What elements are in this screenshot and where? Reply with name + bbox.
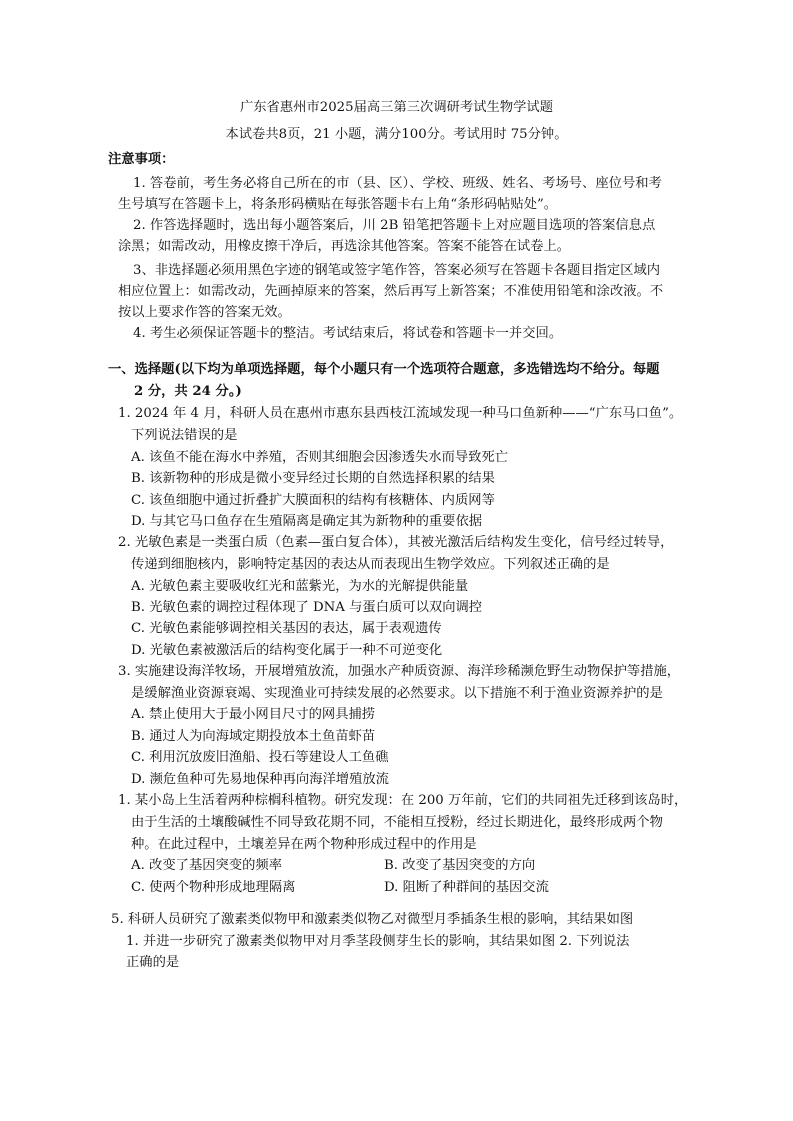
section-heading: 一、选择题(以下均为单项选择题，每个小题只有一个选项符合题意，多选错选均不给分。每题: [108, 362, 660, 377]
question-3-option-b: B. 通过人为向海域定期投放本土鱼苗虾苗: [131, 729, 376, 744]
question-1-option-c: C. 该鱼细胞中通过折叠扩大膜面积的结构有核糖体、内质网等: [131, 493, 495, 508]
question-4-option-c: C. 使两个物种形成地理隔离: [131, 880, 296, 895]
notice-heading: 注意事项：: [108, 152, 175, 167]
notice-line: 1. 答卷前，考生务必将自己所在的市（县、区）、学校、班级、姓名、考场号、座位号和考: [133, 176, 662, 191]
question-5-stem: 正确的是: [126, 955, 180, 970]
question-3-option-d: D. 濒危鱼种可先易地保种再向海洋增殖放流: [131, 772, 389, 787]
question-1-stem: 1. 2024 年 4 月，科研人员在惠州市惠东县西枝江流域发现一种马口鱼新种——“广东马口鱼”。: [118, 406, 683, 421]
page-title: 广东省惠州市2025届高三第三次调研考试生物学试题: [239, 100, 554, 115]
question-3-stem: 是缓解渔业资源衰竭、实现渔业可持续发展的必然要求。以下措施不利于渔业资源养护的是: [131, 686, 663, 701]
question-1-option-d: D. 与其它马口鱼存在生殖隔离是确定其为新物种的重要依据: [131, 514, 483, 529]
notice-line: 相应位置上：如需改动，先画掉原来的答案，然后再写上新答案；不准使用铅笔和涂改液。不: [118, 284, 664, 299]
notice-line: 3、非选择题必须用黑色字迹的钢笔或签字笔作答，答案必须写在答题卡各题目指定区域内: [133, 263, 661, 278]
question-4-stem: 由于生活的土壤酸碱性不同导致花期不同，不能相互授粉，经过长期进化，最终形成两个物: [131, 815, 663, 830]
notice-line: 生号填写在答题卡上，将条形码横贴在每张答题卡右上角“条形码帖贴处”。: [118, 197, 558, 212]
question-2-option-a: A. 光敏色素主要吸收红光和蓝紫光，为水的光解提供能量: [131, 579, 469, 594]
question-2-stem: 传递到细胞核内，影响特定基因的表达从而表现出生物学效应。下列叙述正确的是: [131, 557, 610, 572]
question-2-option-c: C. 光敏色素能够调控相关基因的表达，属于表观遗传: [131, 621, 442, 636]
notice-line: 2. 作答选择题时，选出每小题答案后，川 2B 铅笔把答题卡上对应题目选项的答案信息点: [133, 218, 656, 233]
question-2-option-d: D. 光敏色素被激活后的结构变化属于一种不可逆变化: [131, 643, 443, 658]
question-4-option-d: D. 阻断了种群间的基因交流: [384, 880, 549, 895]
section-heading-cont: 2 分，共 24 分。): [134, 384, 242, 399]
question-4-option-b: B. 改变了基因突变的方向: [384, 858, 536, 873]
question-2-stem: 2. 光敏色素是一类蛋白质（色素—蛋白复合体），其被光激活后结构发生变化，信号经过转导，: [118, 535, 674, 550]
question-4-stem: 种。在此过程中，土壤差异在两个物种形成过程中的作用是: [131, 837, 477, 852]
question-5-stem: 5. 科研人员研究了激素类似物甲和激素类似物乙对微型月季插条生根的影响，其结果如图: [111, 912, 634, 927]
exam-info: 本试卷共8页，21 小题，满分100分。考试用时 75分钟。: [225, 127, 568, 142]
question-3-option-c: C. 利用沉放废旧渔船、投石等建设人工鱼礁: [131, 750, 389, 765]
notice-line: 4. 考生必须保证答题卡的整洁。考试结束后，将试卷和答题卡一并交回。: [133, 326, 563, 341]
question-4-stem: 1. 某小岛上生活着两种棕榈科植物。研究发现：在 200 万年前，它们的共同祖先迁移到该岛时，: [118, 793, 688, 808]
question-4-option-a: A. 改变了基因突变的频率: [131, 858, 283, 873]
question-1-option-a: A. 该鱼不能在海水中养殖，否则其细胞会因渗透失水而导致死亡: [131, 450, 509, 465]
notice-line: 按以上要求作答的答案无效。: [118, 305, 291, 320]
notice-line: 涂黑；如需改动，用橡皮擦干净后，再选涂其他答案。答案不能答在试卷上。: [118, 239, 571, 254]
question-1-stem: 下列说法错误的是: [131, 428, 238, 443]
question-1-option-b: B. 该新物种的形成是微小变异经过长期的自然选择积累的结果: [131, 471, 495, 486]
question-3-stem: 3. 实施建设海洋牧场，开展增殖放流，加强水产种质资源、海洋珍稀濒危野生动物保护等措施，: [118, 664, 681, 679]
question-3-option-a: A. 禁止使用大于最小网目尺寸的网具捕捞: [131, 707, 376, 722]
question-5-stem: 1. 并进一步研究了激素类似物甲对月季茎段侧芽生长的影响，其结果如图 2. 下列说法: [126, 934, 630, 949]
question-2-option-b: B. 光敏色素的调控过程体现了 DNA 与蛋白质可以双向调控: [131, 600, 483, 615]
